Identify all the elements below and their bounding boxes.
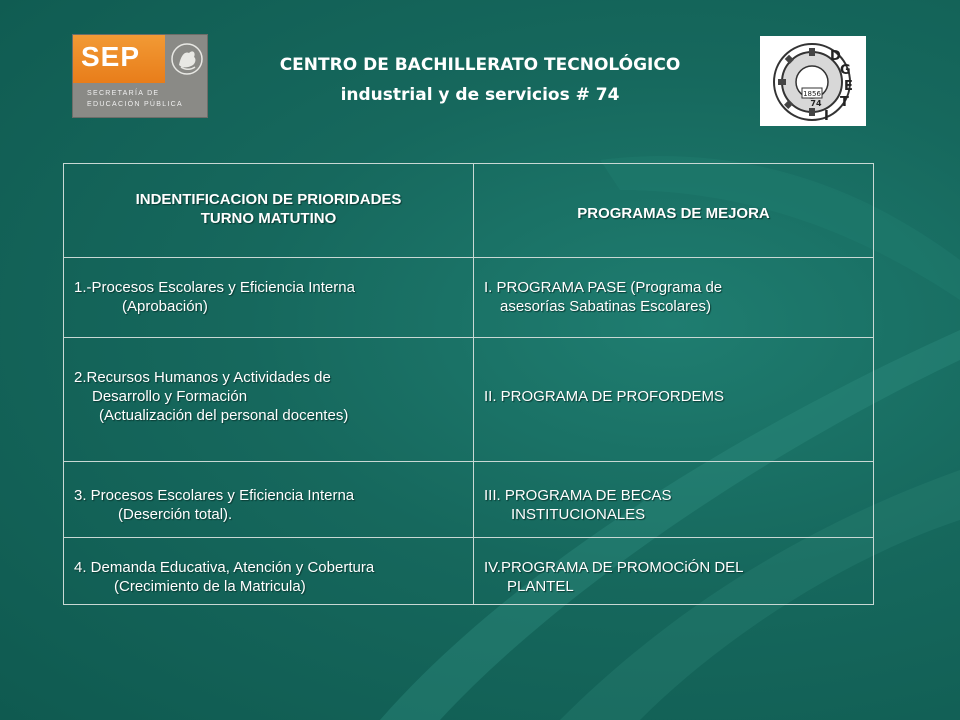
program-text: I. PROGRAMA PASE (Programa de xyxy=(484,279,723,296)
dgeti-letter-i: I xyxy=(824,109,829,124)
school-title-line2: industrial y de servicios # 74 xyxy=(340,85,620,105)
priority-cell xyxy=(64,462,474,538)
header-cell-priorities xyxy=(64,164,474,258)
program-cell xyxy=(474,538,874,605)
program-cell xyxy=(474,258,874,338)
dgeti-gear-emblem-icon xyxy=(760,36,866,126)
table-row xyxy=(64,258,874,338)
priority-text: 1.-Procesos Escolares y Eficiencia Interna xyxy=(74,279,355,296)
dgeti-letter-g: G xyxy=(840,63,851,78)
priority-subtext: Desarrollo y Formación xyxy=(92,388,248,405)
sep-logo-acronym: SEP xyxy=(81,41,141,72)
priority-subtext: (Crecimiento de la Matricula) xyxy=(114,578,306,595)
priority-text: 4. Demanda Educativa, Atención y Cobertura xyxy=(74,559,375,576)
dgeti-letter-e: E xyxy=(844,79,853,94)
program-text: II. PROGRAMA DE PROFORDEMS xyxy=(484,388,725,405)
priority-cell xyxy=(64,258,474,338)
priority-text: 2.Recursos Humanos y Actividades de xyxy=(74,369,331,386)
program-cell xyxy=(474,338,874,462)
table-row xyxy=(64,462,874,538)
priority-subtext: (Deserción total). xyxy=(118,506,233,523)
program-text: III. PROGRAMA DE BECAS xyxy=(484,487,672,504)
program-subtext: asesorías Sabatinas Escolares) xyxy=(500,298,711,315)
sep-logo-line1: SECRETARÍA DE xyxy=(87,90,160,97)
header-priorities-line2: TURNO MATUTINO xyxy=(200,210,337,227)
header-priorities-line1: INDENTIFICACION DE PRIORIDADES xyxy=(135,191,402,208)
priority-subtext: (Aprobación) xyxy=(122,298,208,315)
dgeti-number-label: 74 xyxy=(810,99,822,108)
program-text: IV.PROGRAMA DE PROMOCiÓN DEL xyxy=(484,559,744,576)
priority-cell xyxy=(64,538,474,605)
dgeti-logo xyxy=(760,36,866,126)
header-programs-label: PROGRAMAS DE MEJORA xyxy=(577,205,770,222)
priority-text: 3. Procesos Escolares y Eficiencia Interna xyxy=(74,487,355,504)
program-subtext: PLANTEL xyxy=(507,578,574,595)
priority-cell xyxy=(64,338,474,462)
priorities-table xyxy=(63,163,874,605)
school-title xyxy=(200,50,760,110)
program-cell xyxy=(474,462,874,538)
table-header-row xyxy=(64,164,874,258)
program-subtext: INSTITUCIONALES xyxy=(511,506,646,523)
dgeti-letter-d: D xyxy=(830,49,841,64)
sep-logo xyxy=(72,34,208,118)
dgeti-year-label: 1856 xyxy=(803,90,821,98)
table-row xyxy=(64,338,874,462)
header-cell-programs xyxy=(474,164,874,258)
sep-logo-line2: EDUCACIÓN PÚBLICA xyxy=(87,101,184,108)
sep-logo-orange-block xyxy=(73,35,165,83)
school-title-line1: CENTRO DE BACHILLERATO TECNOLÓGICO xyxy=(279,55,681,75)
priority-subtext-2: (Actualización del personal docentes) xyxy=(99,407,349,424)
dgeti-letter-t: T xyxy=(840,95,849,110)
table-row xyxy=(64,538,874,605)
